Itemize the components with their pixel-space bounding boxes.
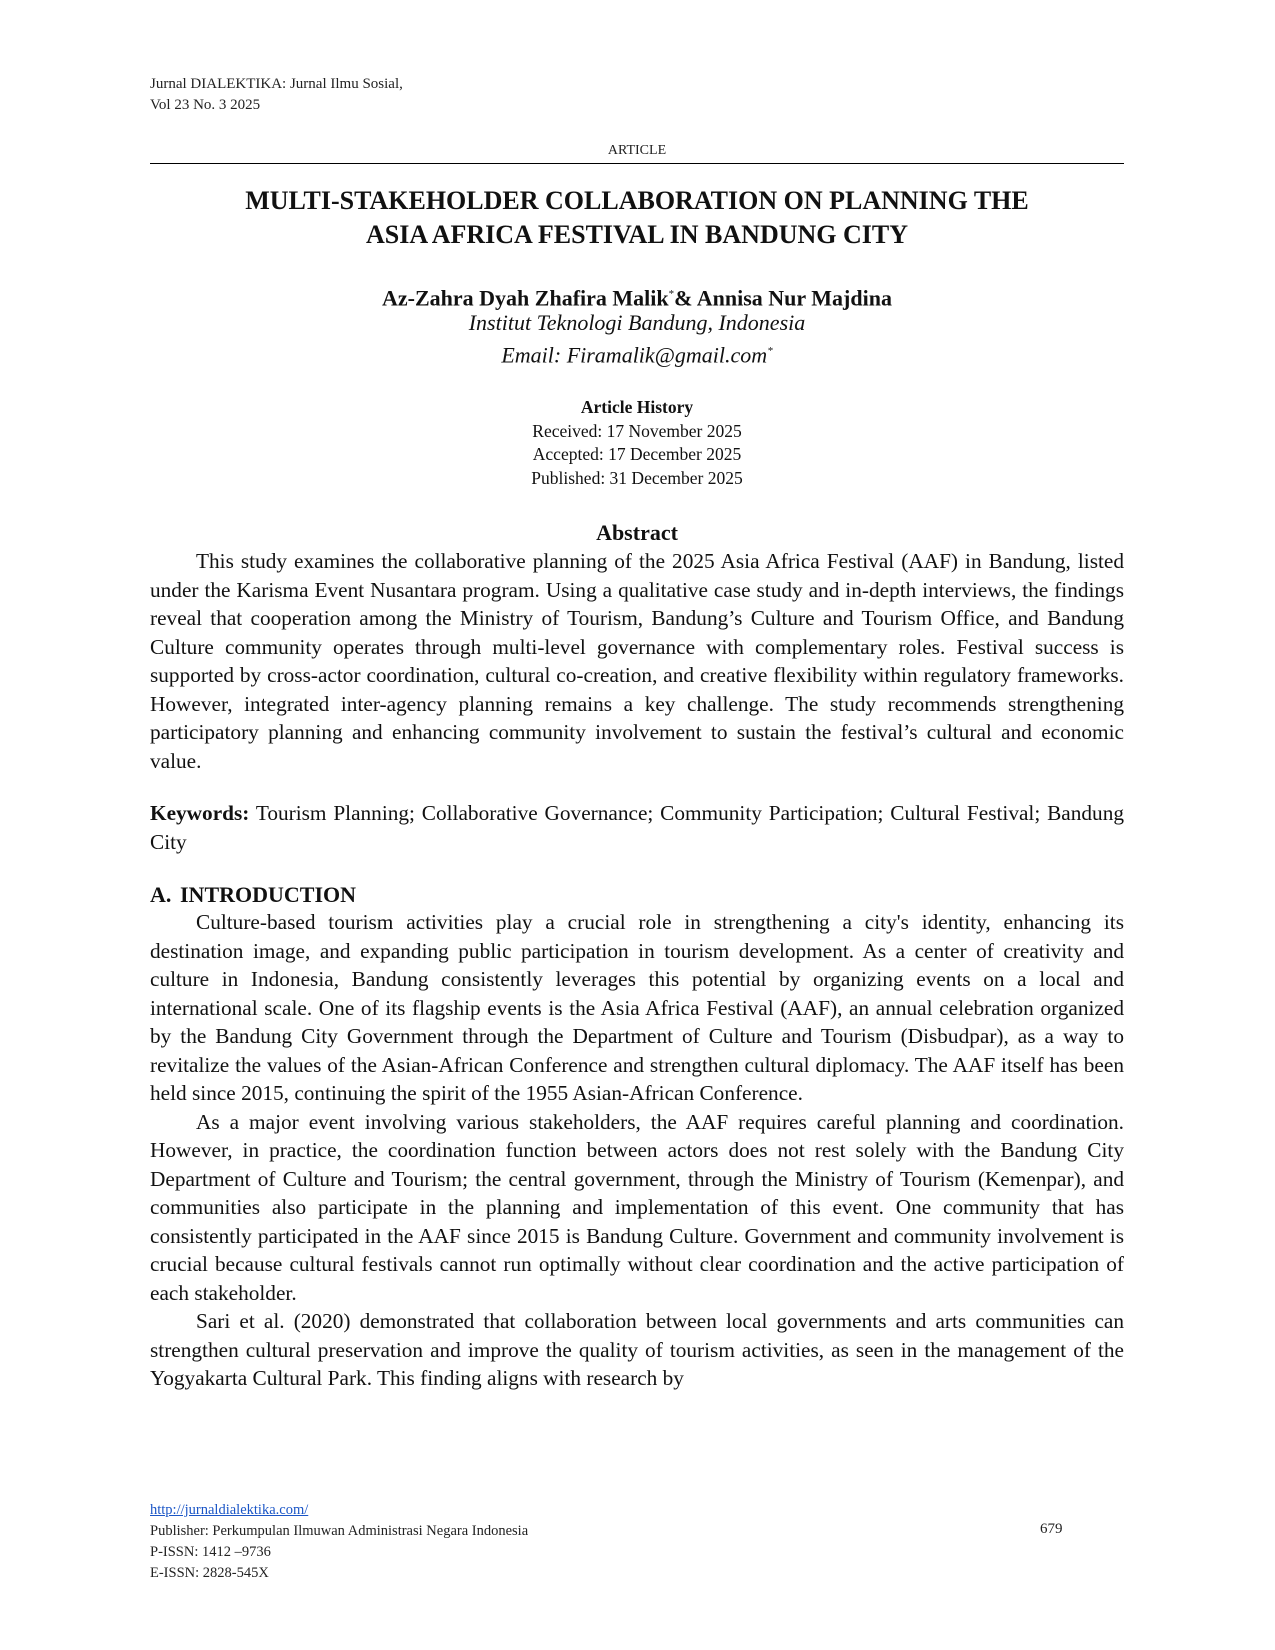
author-1: Az-Zahra Dyah Zhafira Malik [382,285,669,311]
section-number: A. [150,882,172,907]
published-date: Published: 31 December 2025 [531,467,743,488]
history-heading: Article History [580,397,694,417]
corresponding-mark: * [668,288,675,300]
keywords-label: Keywords: [150,801,250,825]
p-issn: P-ISSN: 1412 –9736 [150,1544,271,1560]
email-mark: * [767,345,773,357]
keywords [150,799,1124,856]
intro-paragraph-1: Culture-based tourism activities play a crucial role in strengthening a city's identity, enhancing its destination image, and expanding public participation in tourism development. As a center of creativity and culture in Indonesia, Bandung consistently leverages this potential by organizing events on a local and international scale. One of its flagship events is the Asia Africa Festival (AAF), an annual celebration organized by the Bandung City Government through the Department of Culture and Tourism (Disbudpar), as a way to revitalize the values of the Asian-African Conference and strengthen cultural diplomacy. The AAF itself has been held since 2015, continuing the spirit of the 1955 Asian-African Conference. [150,910,1124,1105]
article-type-label: ARTICLE [607,143,667,158]
article-history [150,396,1124,490]
abstract-heading: Abstract [596,520,678,545]
running-header [150,74,403,116]
abstract-paragraph: This study examines the collaborative planning of the 2025 Asia Africa Festival (AAF) in Bandung, listed under the Karisma Event Nusantara program. Using a qualitative case study and in-depth interviews, the findings reveal that cooperation among the Ministry of Tourism, Bandung’s Culture and Tourism Office, and Bandung Culture community operates through multi-level governance with complementary roles. Festival success is supported by cross-actor coordination, cultural co-creation, and creative flexibility within regulatory frameworks. However, integrated inter-agency planning remains a key challenge. The study recommends strengthening participatory planning and enhancing community involvement to sustain the festival’s cultural and economic value. [150,549,1124,773]
page-number: 679 [1040,1521,1063,1537]
journal-url-link[interactable]: http://jurnaldialektika.com/ [150,1502,309,1518]
page-footer [150,1500,528,1584]
journal-name: Jurnal DIALEKTIKA: Jurnal Ilmu Sosial, [150,76,403,92]
publisher: Publisher: Perkumpulan Ilmuwan Administrasi Negara Indonesia [150,1523,529,1539]
section-title: INTRODUCTION [180,882,357,907]
received-date: Received: 17 November 2025 [532,420,742,441]
header-divider [150,163,1124,164]
affiliation: Institut Teknologi Bandung, Indonesia [468,310,806,335]
email-text: Email: Firamalik@gmail.com [501,342,768,368]
keywords-list: Tourism Planning; Collaborative Governance; Community Participation; Cultural Festival; Bandung City [150,801,1124,854]
paper-title [150,184,1124,252]
author-list [150,280,1124,312]
introduction-body [150,908,1124,1393]
title-line-1: MULTI-STAKEHOLDER COLLABORATION ON PLANNING THE [245,186,1029,215]
section-heading-introduction [150,882,356,908]
title-line-2: ASIA AFRICA FESTIVAL IN BANDUNG CITY [365,220,909,249]
author-email [150,337,1124,369]
intro-paragraph-2: As a major event involving various stakeholders, the AAF requires careful planning and coordination. However, in practice, the coordination function between actors does not rest solely with the Bandung City Department of Culture and Tourism; the central government, through the Ministry of Tourism (Kemenpar), and communities also participate in the planning and implementation of this event. One community that has consistently participated in the AAF since 2015 is Bandung Culture. Government and community involvement is crucial because cultural festivals cannot run optimally without clear coordination and the active participation of each stakeholder. [150,1109,1124,1305]
e-issn: E-ISSN: 2828-545X [150,1565,269,1581]
abstract-body [150,547,1124,775]
author-connector: & [674,285,697,311]
accepted-date: Accepted: 17 December 2025 [532,444,742,464]
intro-paragraph-3: Sari et al. (2020) demonstrated that collaboration between local governments and arts communities can strengthen cultural preservation and improve the quality of tourism activities, as seen in the management of the Yogyakarta Cultural Park. This finding aligns with research by [150,1309,1124,1390]
journal-volume: Vol 23 No. 3 2025 [150,97,261,113]
author-2: Annisa Nur Majdina [696,285,892,311]
